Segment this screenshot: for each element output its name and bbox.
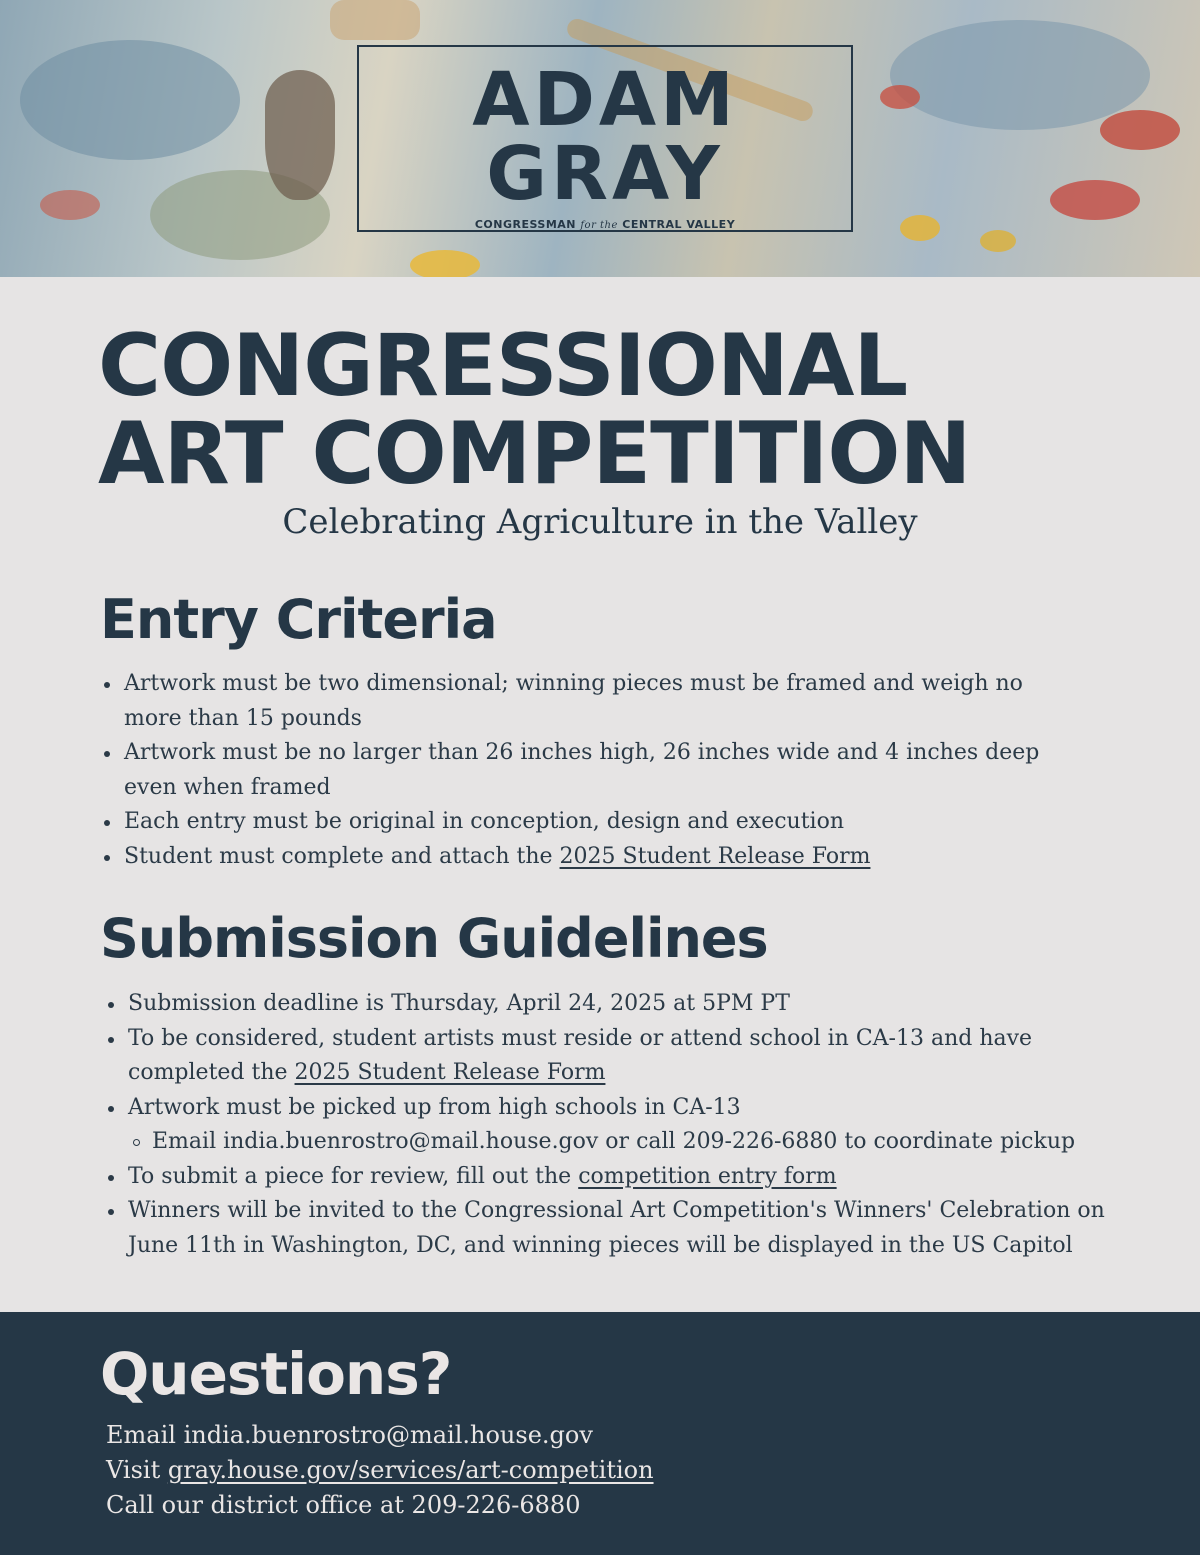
list-item-text: To be considered, student artists must reside or attend school in CA-13 and have completed the (128, 1025, 1033, 1085)
list-item-text: Artwork must be picked up from high schools in CA-13 (128, 1094, 741, 1120)
logo (357, 45, 853, 232)
entry-criteria-list (100, 667, 1084, 874)
sub-list-item: Email india.buenrostro@mail.house.gov or call 209-226-6880 to coordinate pickup (152, 1125, 1108, 1160)
paint-blob (1050, 180, 1140, 220)
page-title-line1: CONGRESSIONAL (98, 316, 908, 416)
art-competition-website-link[interactable]: gray.house.gov/services/art-competition (167, 1456, 654, 1484)
contact-email: Email india.buenrostro@mail.house.gov (106, 1421, 593, 1449)
list-item (128, 1091, 1108, 1160)
logo-word-gray: GRAY (486, 131, 724, 217)
questions-heading: Questions? (100, 1340, 452, 1408)
list-item: Each entry must be original in conception, design and execution (124, 805, 1084, 840)
paint-blob (40, 190, 100, 220)
paint-blob (880, 85, 920, 109)
paint-blob (1100, 110, 1180, 150)
student-release-form-link[interactable]: 2025 Student Release Form (559, 843, 871, 869)
competition-entry-form-link[interactable]: competition entry form (578, 1163, 837, 1189)
contact-visit-label: Visit (106, 1456, 168, 1484)
list-item: Winners will be invited to the Congressional Art Competition's Winners' Celebration on June 11th in Washington, DC, and winning pieces will be displayed in the US Capitol (128, 1194, 1108, 1263)
sub-list (128, 1125, 1108, 1160)
questions-footer (0, 1312, 1200, 1555)
submission-guidelines-list (104, 987, 1108, 1263)
logo-tagline (467, 218, 743, 231)
logo-word-adam: ADAM (472, 57, 738, 143)
student-release-form-link[interactable]: 2025 Student Release Form (294, 1060, 606, 1085)
page-title-line2: ART COMPETITION (98, 404, 971, 504)
list-item (128, 1160, 1108, 1195)
paint-blob (20, 40, 240, 160)
list-item: Artwork must be two dimensional; winning pieces must be framed and weigh no more than 15 pounds (124, 667, 1084, 736)
paint-blob (900, 215, 940, 241)
list-item: Artwork must be no larger than 26 inches high, 26 inches wide and 4 inches deep even when framed (124, 736, 1084, 805)
list-item (128, 1022, 1108, 1091)
paint-blob (890, 20, 1150, 130)
entry-criteria-heading: Entry Criteria (100, 588, 497, 651)
list-item: Submission deadline is Thursday, April 24, 2025 at 5PM PT (128, 987, 1108, 1022)
contact-visit (106, 1453, 654, 1488)
list-item-text: Student must complete and attach the (124, 843, 560, 869)
submission-guidelines-heading: Submission Guidelines (100, 907, 768, 970)
contact-info (106, 1418, 654, 1523)
paintbrush-handle (330, 0, 420, 40)
logo-tag-mid: for the (580, 220, 618, 231)
page-title (98, 316, 1108, 504)
list-item-text: To submit a piece for review, fill out the (128, 1163, 579, 1189)
paint-blob (980, 230, 1016, 252)
paint-blob (410, 250, 480, 277)
header-banner (0, 0, 1200, 277)
page-subtitle: Celebrating Agriculture in the Valley (282, 502, 918, 542)
logo-tag-left: CONGRESSMAN (474, 218, 577, 231)
paintbrush-image (265, 70, 335, 200)
list-item (124, 840, 1084, 875)
contact-phone: Call our district office at 209-226-6880 (106, 1491, 581, 1519)
logo-tag-right: CENTRAL VALLEY (622, 218, 736, 231)
